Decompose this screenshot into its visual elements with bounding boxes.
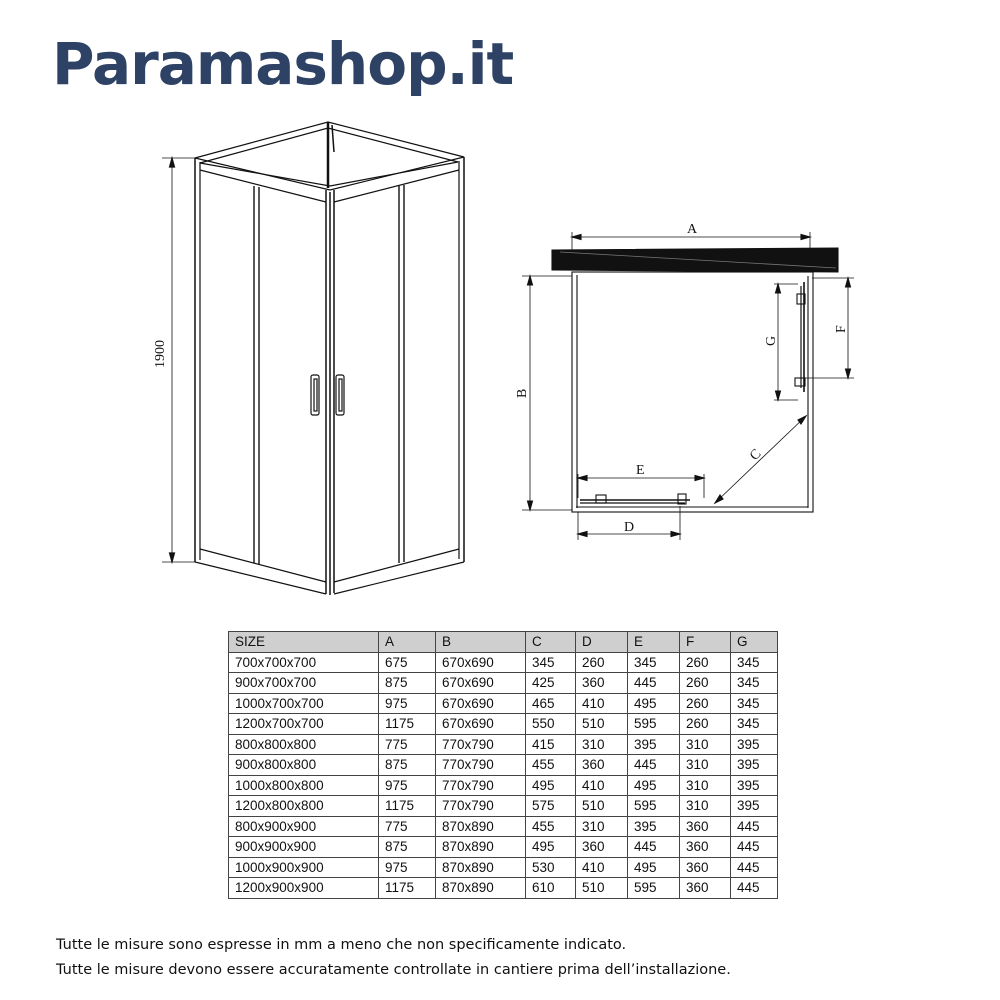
dimension-label-e: E [636, 463, 645, 478]
table-cell: 495 [628, 693, 680, 714]
table-cell: 670x690 [436, 673, 526, 694]
table-cell: 495 [628, 775, 680, 796]
dimension-label-d: D [624, 520, 635, 535]
table-cell: 360 [576, 673, 628, 694]
table-row [229, 693, 778, 714]
table-cell: 455 [526, 755, 576, 776]
table-cell: 770x790 [436, 775, 526, 796]
table-cell: 1200x700x700 [229, 714, 379, 735]
table-cell: 445 [628, 755, 680, 776]
table-cell: 975 [379, 693, 436, 714]
table-header-row [229, 632, 778, 653]
table-cell: 510 [576, 878, 628, 899]
table-cell: 510 [576, 796, 628, 817]
table-cell: 900x800x800 [229, 755, 379, 776]
table-cell: 510 [576, 714, 628, 735]
table-row [229, 837, 778, 858]
table-cell: 310 [680, 734, 731, 755]
table-cell: 345 [731, 714, 778, 735]
table-cell: 770x790 [436, 734, 526, 755]
dimension-label-b: B [515, 388, 530, 398]
table-cell: 345 [628, 652, 680, 673]
table-cell: 260 [680, 652, 731, 673]
table-row [229, 734, 778, 755]
table-cell: 345 [731, 693, 778, 714]
table-cell: 870x890 [436, 878, 526, 899]
table-cell: 870x890 [436, 816, 526, 837]
column-header: E [628, 632, 680, 653]
table-cell: 345 [526, 652, 576, 673]
note-line: Tutte le misure devono essere accuratamente controllate in cantiere prima dell’installazione. [56, 962, 731, 978]
table-cell: 775 [379, 816, 436, 837]
table-cell: 360 [576, 755, 628, 776]
table-row [229, 714, 778, 735]
table-cell: 575 [526, 796, 576, 817]
table-cell: 610 [526, 878, 576, 899]
table-cell: 410 [576, 857, 628, 878]
table-cell: 875 [379, 837, 436, 858]
table-cell: 360 [680, 878, 731, 899]
table-cell: 1200x900x900 [229, 878, 379, 899]
table-cell: 1000x700x700 [229, 693, 379, 714]
table-cell: 595 [628, 796, 680, 817]
table-cell: 310 [680, 796, 731, 817]
table-cell: 770x790 [436, 755, 526, 776]
table-cell: 770x790 [436, 796, 526, 817]
dimension-label-f: F [834, 325, 849, 333]
table-cell: 260 [680, 714, 731, 735]
table-row [229, 878, 778, 899]
table-cell: 445 [731, 878, 778, 899]
table-cell: 670x690 [436, 652, 526, 673]
table-cell: 495 [526, 775, 576, 796]
table-cell: 410 [576, 693, 628, 714]
table-cell: 595 [628, 714, 680, 735]
table-row [229, 775, 778, 796]
table-cell: 900x900x900 [229, 837, 379, 858]
table-cell: 395 [731, 796, 778, 817]
table-cell: 445 [731, 857, 778, 878]
table-row [229, 755, 778, 776]
table-cell: 310 [576, 816, 628, 837]
table-cell: 495 [526, 837, 576, 858]
table-cell: 260 [576, 652, 628, 673]
table-cell: 360 [576, 837, 628, 858]
table-cell: 260 [680, 693, 731, 714]
table-cell: 870x890 [436, 857, 526, 878]
notes [56, 933, 731, 983]
dimension-label-g: G [764, 335, 779, 346]
plan-view [522, 232, 854, 540]
table-cell: 395 [628, 816, 680, 837]
table-cell: 1175 [379, 796, 436, 817]
dimension-label-c: C [747, 446, 765, 464]
table-cell: 800x800x800 [229, 734, 379, 755]
column-header: B [436, 632, 526, 653]
table-cell: 1200x800x800 [229, 796, 379, 817]
table-row [229, 652, 778, 673]
table-cell: 345 [731, 652, 778, 673]
table-cell: 870x890 [436, 837, 526, 858]
table-cell: 445 [628, 837, 680, 858]
table-cell: 875 [379, 755, 436, 776]
shower-enclosure-3d [162, 122, 464, 595]
table-cell: 310 [680, 755, 731, 776]
table-cell: 310 [680, 775, 731, 796]
table-row [229, 796, 778, 817]
table-cell: 360 [680, 857, 731, 878]
table-cell: 775 [379, 734, 436, 755]
table-cell: 445 [731, 837, 778, 858]
table-row [229, 857, 778, 878]
table-cell: 595 [628, 878, 680, 899]
table-cell: 1175 [379, 878, 436, 899]
brand-logo: Paramashop.it [52, 30, 514, 98]
table-cell: 1000x900x900 [229, 857, 379, 878]
column-header: SIZE [229, 632, 379, 653]
table-cell: 395 [731, 734, 778, 755]
table-cell: 395 [731, 755, 778, 776]
height-dimension-label: 1900 [153, 340, 168, 368]
table-cell: 700x700x700 [229, 652, 379, 673]
table-cell: 975 [379, 857, 436, 878]
table-cell: 455 [526, 816, 576, 837]
table-cell: 670x690 [436, 714, 526, 735]
column-header: C [526, 632, 576, 653]
table-cell: 395 [731, 775, 778, 796]
table-cell: 550 [526, 714, 576, 735]
table-row [229, 816, 778, 837]
table-cell: 675 [379, 652, 436, 673]
table-cell: 445 [628, 673, 680, 694]
table-cell: 800x900x900 [229, 816, 379, 837]
table-body [229, 652, 778, 898]
column-header: G [731, 632, 778, 653]
dimension-label-a: A [687, 222, 698, 237]
table-cell: 425 [526, 673, 576, 694]
table-cell: 900x700x700 [229, 673, 379, 694]
table-cell: 975 [379, 775, 436, 796]
table-row [229, 673, 778, 694]
table-cell: 260 [680, 673, 731, 694]
table-cell: 410 [576, 775, 628, 796]
table-cell: 1000x800x800 [229, 775, 379, 796]
column-header: A [379, 632, 436, 653]
table-cell: 1175 [379, 714, 436, 735]
table-cell: 310 [576, 734, 628, 755]
note-line: Tutte le misure sono espresse in mm a meno che non specificamente indicato. [56, 937, 627, 953]
table-cell: 530 [526, 857, 576, 878]
table-cell: 395 [628, 734, 680, 755]
table-cell: 495 [628, 857, 680, 878]
column-header: D [576, 632, 628, 653]
table-cell: 875 [379, 673, 436, 694]
column-header: F [680, 632, 731, 653]
table-cell: 445 [731, 816, 778, 837]
table-cell: 465 [526, 693, 576, 714]
dimensions-table [228, 631, 778, 899]
table-cell: 345 [731, 673, 778, 694]
table-cell: 360 [680, 837, 731, 858]
table-cell: 415 [526, 734, 576, 755]
table-cell: 670x690 [436, 693, 526, 714]
table-cell: 360 [680, 816, 731, 837]
